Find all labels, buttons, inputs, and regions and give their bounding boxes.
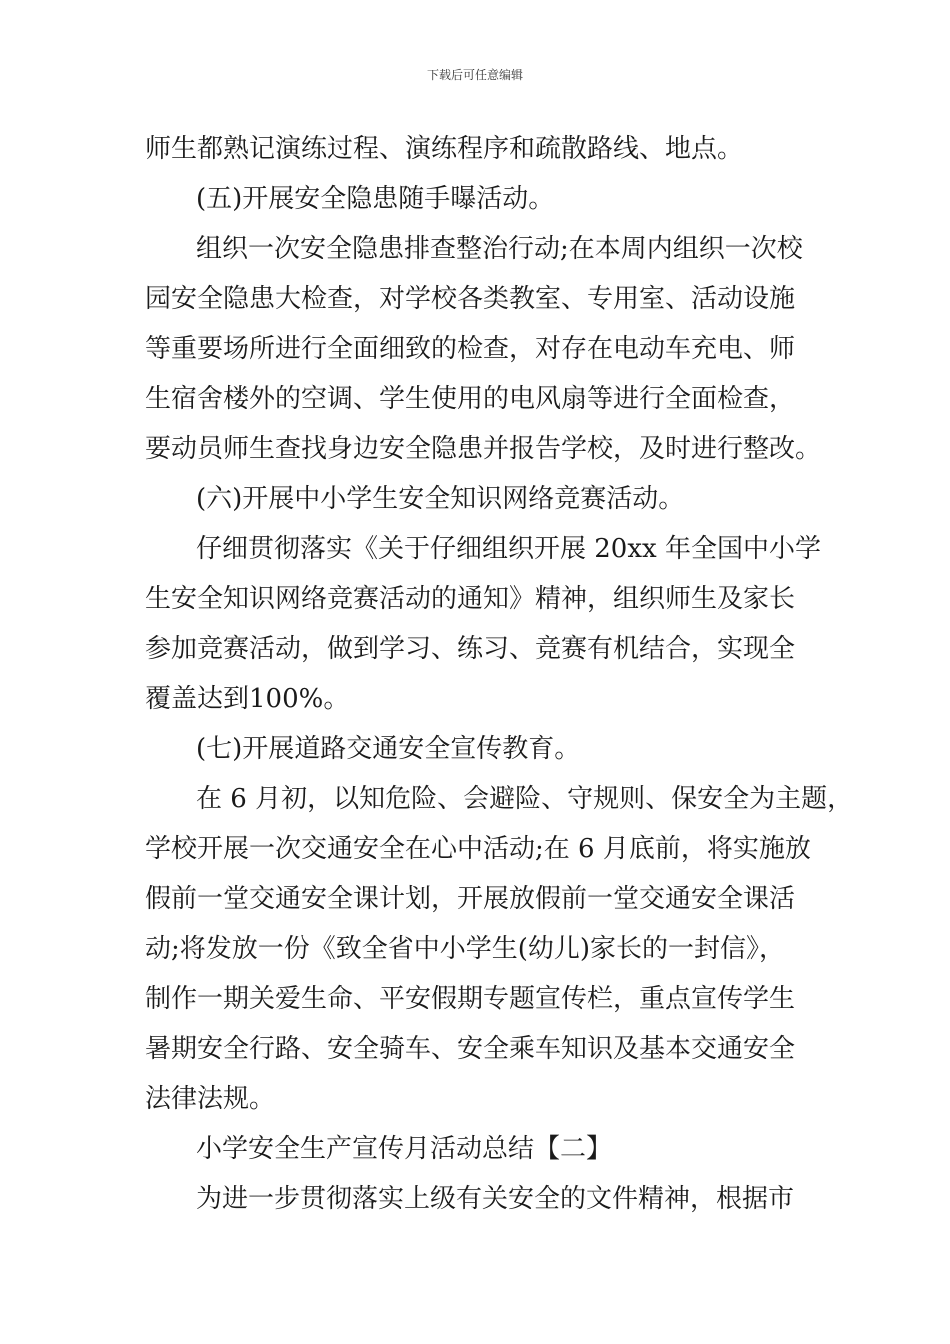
body-line-18: 制作一期关爱生命、平安假期专题宣传栏，重点宣传学生	[145, 984, 796, 1014]
body-line-10: 生安全知识网络竞赛活动的通知》精神，组织师生及家长	[145, 584, 796, 614]
body-line-14: 在 6 月初，以知危险、会避险、守规则、保安全为主题，	[196, 784, 854, 814]
section-heading-6: (六)开展中小学生安全知识网络竞赛活动。	[196, 484, 685, 514]
body-line-17: 动;将发放一份《致全省中小学生(幼儿)家长的一封信》，	[145, 934, 786, 964]
body-line-15: 学校开展一次交通安全在心中活动;在 6 月底前，将实施放	[145, 834, 811, 864]
section-heading-7: (七)开展道路交通安全宣传教育。	[196, 734, 581, 764]
body-line-9: 仔细贯彻落实《关于仔细组织开展 20xx 年全国中小学	[196, 534, 821, 564]
body-line-16: 假前一堂交通安全课计划，开展放假前一堂交通安全课活	[145, 884, 796, 914]
body-line-11: 参加竞赛活动，做到学习、练习、竞赛有机结合，实现全	[145, 634, 796, 664]
body-line-5: 等重要场所进行全面细致的检查，对存在电动车充电、师	[145, 334, 796, 364]
body-line-1: 师生都熟记演练过程、演练程序和疏散路线、地点。	[145, 134, 744, 164]
body-line-12: 覆盖达到100%。	[145, 684, 350, 714]
body-line-22: 为进一步贯彻落实上级有关安全的文件精神，根据市	[196, 1184, 795, 1214]
body-line-3: 组织一次安全隐患排查整治行动;在本周内组织一次校	[196, 234, 803, 264]
header-note: 下载后可任意编辑	[426, 68, 523, 82]
body-line-4: 园安全隐患大检查，对学校各类教室、专用室、活动设施	[145, 284, 796, 314]
section-heading-5: (五)开展安全隐患随手曝活动。	[196, 184, 555, 214]
body-line-20: 法律法规。	[145, 1084, 276, 1114]
body-line-6: 生宿舍楼外的空调、学生使用的电风扇等进行全面检查，	[145, 384, 796, 414]
body-line-7: 要动员师生查找身边安全隐患并报告学校，及时进行整改。	[145, 434, 822, 464]
body-line-19: 暑期安全行路、安全骑车、安全乘车知识及基本交通安全	[145, 1034, 796, 1064]
article-title-2: 小学安全生产宣传月活动总结【二】	[196, 1134, 613, 1164]
